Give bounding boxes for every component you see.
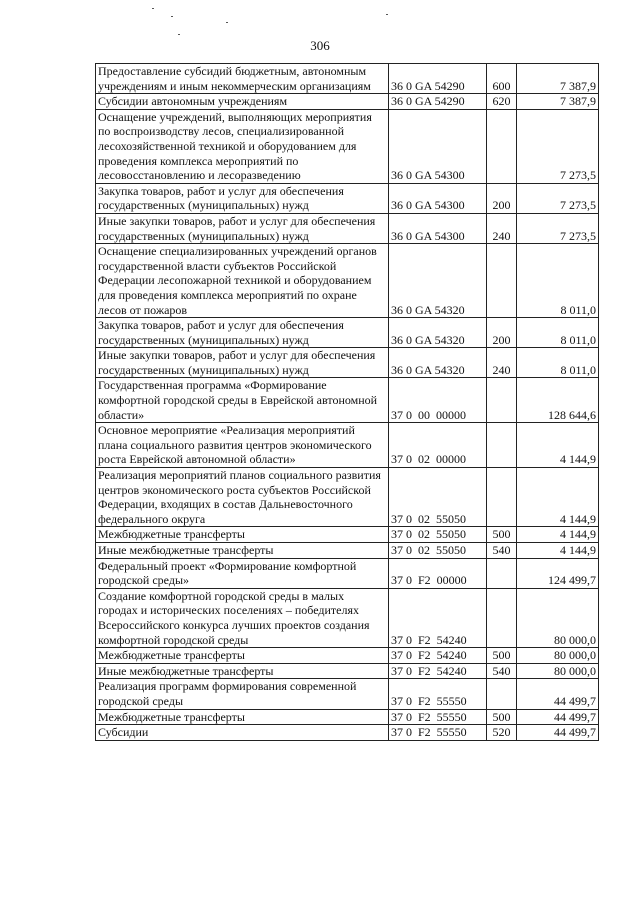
row-code: 37 0 F2 55550	[389, 679, 487, 709]
table-row	[96, 183, 599, 213]
row-type: 540	[487, 543, 517, 559]
row-code: 37 0 02 55050	[389, 543, 487, 559]
scan-speck	[226, 22, 228, 23]
row-name: Государственная программа «Формирование комфортной городской среды в Еврейской автономной области»	[96, 378, 389, 423]
row-name: Реализация программ формирования современной городской среды	[96, 679, 389, 709]
row-code: 37 0 02 55050	[389, 468, 487, 527]
row-type	[487, 679, 517, 709]
table-row	[96, 244, 599, 318]
row-code: 36 0 GA 54320	[389, 318, 487, 348]
row-amount: 44 499,7	[517, 709, 599, 725]
row-code: 36 0 GA 54320	[389, 348, 487, 378]
row-code: 37 0 F2 54240	[389, 588, 487, 647]
row-name: Иные закупки товаров, работ и услуг для обеспечения государственных (муниципальных) нужд	[96, 213, 389, 243]
row-code: 37 0 02 55050	[389, 527, 487, 543]
row-amount: 44 499,7	[517, 725, 599, 741]
row-type: 500	[487, 709, 517, 725]
row-name: Оснащение специализированных учреждений органов государственной власти субъектов Российской Федерации лесопожарной техникой и оборудованием для проведения комплекса мероприятий по охране лесов от пожаров	[96, 244, 389, 318]
table-row	[96, 64, 599, 94]
row-amount: 4 144,9	[517, 527, 599, 543]
row-name: Иные межбюджетные трансферты	[96, 543, 389, 559]
table-row	[96, 543, 599, 559]
row-code: 36 0 GA 54300	[389, 109, 487, 183]
table-row	[96, 663, 599, 679]
row-amount: 7 387,9	[517, 64, 599, 94]
row-amount: 128 644,6	[517, 378, 599, 423]
row-type: 500	[487, 527, 517, 543]
table-row	[96, 109, 599, 183]
table-row	[96, 648, 599, 664]
row-amount: 4 144,9	[517, 468, 599, 527]
row-amount: 7 273,5	[517, 213, 599, 243]
row-code: 36 0 GA 54290	[389, 64, 487, 94]
row-code: 37 0 F2 55550	[389, 725, 487, 741]
row-type: 520	[487, 725, 517, 741]
row-code: 36 0 GA 54300	[389, 213, 487, 243]
row-name: Межбюджетные трансферты	[96, 709, 389, 725]
row-amount: 44 499,7	[517, 679, 599, 709]
table-row	[96, 423, 599, 468]
row-name: Реализация мероприятий планов социального развития центров экономического роста субъектов Российской Федерации, входящих в состав Дальневосточного федерального округа	[96, 468, 389, 527]
row-code: 36 0 GA 54290	[389, 94, 487, 110]
row-type	[487, 588, 517, 647]
row-code: 36 0 GA 54300	[389, 183, 487, 213]
table-row	[96, 588, 599, 647]
row-code: 37 0 02 00000	[389, 423, 487, 468]
scan-speck	[171, 16, 173, 17]
row-amount: 8 011,0	[517, 318, 599, 348]
row-name: Предоставление субсидий бюджетным, автономным учреждениям и иным некоммерческим организациям	[96, 64, 389, 94]
row-type: 600	[487, 64, 517, 94]
table-row	[96, 318, 599, 348]
row-code: 36 0 GA 54320	[389, 244, 487, 318]
row-type: 200	[487, 183, 517, 213]
table-row	[96, 679, 599, 709]
row-name: Межбюджетные трансферты	[96, 527, 389, 543]
scan-speck	[152, 8, 154, 9]
row-name: Закупка товаров, работ и услуг для обеспечения государственных (муниципальных) нужд	[96, 318, 389, 348]
row-name: Субсидии	[96, 725, 389, 741]
row-code: 37 0 F2 54240	[389, 663, 487, 679]
row-type	[487, 244, 517, 318]
row-amount: 4 144,9	[517, 423, 599, 468]
row-type: 240	[487, 213, 517, 243]
row-name: Закупка товаров, работ и услуг для обеспечения государственных (муниципальных) нужд	[96, 183, 389, 213]
row-amount: 8 011,0	[517, 244, 599, 318]
table-row	[96, 213, 599, 243]
row-amount: 7 273,5	[517, 109, 599, 183]
row-type	[487, 558, 517, 588]
row-code: 37 0 F2 54240	[389, 648, 487, 664]
row-amount: 7 273,5	[517, 183, 599, 213]
row-amount: 124 499,7	[517, 558, 599, 588]
row-name: Создание комфортной городской среды в малых городах и исторических поселениях – победителях Всероссийского конкурса лучших проектов создания комфортной городской среды	[96, 588, 389, 647]
table-row	[96, 558, 599, 588]
row-code: 37 0 F2 00000	[389, 558, 487, 588]
table-row	[96, 378, 599, 423]
scan-speck	[386, 14, 388, 15]
row-name: Оснащение учреждений, выполняющих мероприятия по воспроизводству лесов, специализированной лесохозяйственной техникой и оборудованием для проведения комплекса мероприятий по лесовосстановлению и лесоразведению	[96, 109, 389, 183]
table-row	[96, 94, 599, 110]
row-type	[487, 109, 517, 183]
row-type: 620	[487, 94, 517, 110]
row-name: Субсидии автономным учреждениям	[96, 94, 389, 110]
row-code: 37 0 F2 55550	[389, 709, 487, 725]
row-type	[487, 423, 517, 468]
row-amount: 80 000,0	[517, 648, 599, 664]
table-row	[96, 348, 599, 378]
row-amount: 80 000,0	[517, 588, 599, 647]
row-type	[487, 468, 517, 527]
table-row	[96, 725, 599, 741]
row-type: 540	[487, 663, 517, 679]
row-name: Иные межбюджетные трансферты	[96, 663, 389, 679]
row-name: Федеральный проект «Формирование комфортной городской среды»	[96, 558, 389, 588]
row-amount: 80 000,0	[517, 663, 599, 679]
row-name: Основное мероприятие «Реализация мероприятий плана социального развития центров экономического роста Еврейской автономной области»	[96, 423, 389, 468]
budget-table-body	[96, 64, 599, 741]
table-row	[96, 709, 599, 725]
scan-speck	[178, 34, 180, 35]
row-amount: 8 011,0	[517, 348, 599, 378]
row-type: 200	[487, 318, 517, 348]
row-name: Межбюджетные трансферты	[96, 648, 389, 664]
table-row	[96, 527, 599, 543]
page-number: 306	[310, 38, 330, 53]
budget-table	[95, 63, 599, 741]
row-name: Иные закупки товаров, работ и услуг для обеспечения государственных (муниципальных) нужд	[96, 348, 389, 378]
row-amount: 4 144,9	[517, 543, 599, 559]
row-type: 500	[487, 648, 517, 664]
row-type: 240	[487, 348, 517, 378]
row-code: 37 0 00 00000	[389, 378, 487, 423]
row-amount: 7 387,9	[517, 94, 599, 110]
table-row	[96, 468, 599, 527]
row-type	[487, 378, 517, 423]
